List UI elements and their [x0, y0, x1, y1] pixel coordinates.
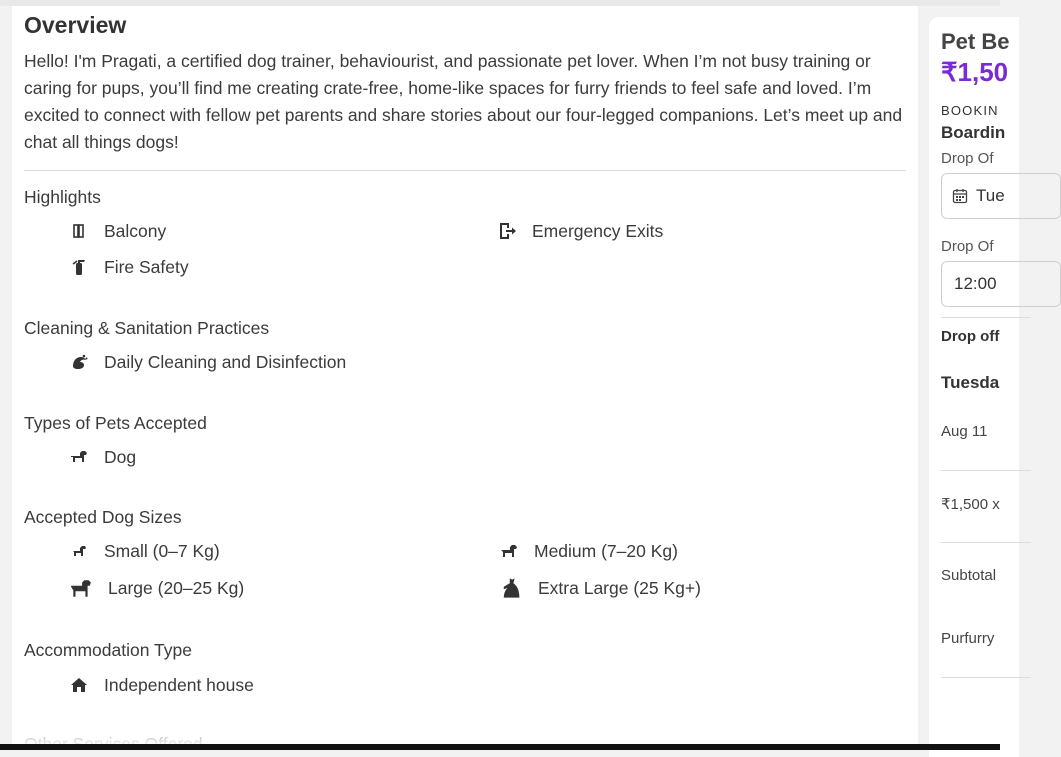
highlight-balcony [68, 220, 166, 242]
scroll-fade [12, 706, 918, 746]
large-dog-icon [68, 577, 94, 599]
booking-divider [941, 470, 1031, 471]
drop-off-date: Aug 11 [941, 423, 988, 440]
medium-dog-icon [498, 540, 520, 562]
section-divider [24, 170, 906, 171]
sizes-title: Accepted Dog Sizes [24, 507, 182, 527]
cleaning-item [68, 351, 346, 373]
highlight-label: Balcony [104, 220, 167, 241]
booking-service-title: Pet Be [941, 29, 1010, 54]
drop-off-time-label: Drop Of [941, 238, 994, 255]
rate-line: ₹1,500 x [941, 496, 1000, 513]
booking-divider [941, 677, 1031, 678]
size-extra-large [498, 577, 701, 599]
drop-off-summary: Drop off [941, 328, 1000, 345]
overview-title: Overview [24, 12, 127, 38]
dog-icon [68, 446, 90, 468]
service-fee-label: Purfurry [941, 630, 995, 647]
drop-off-time-field[interactable] [941, 261, 1061, 307]
booking-label: BOOKIN [941, 103, 999, 118]
size-label: Medium (7–20 Kg) [534, 540, 678, 561]
highlight-fire-safety [68, 256, 189, 278]
size-label: Large (20–25 Kg) [108, 577, 245, 598]
accommodation-label: Independent house [104, 674, 254, 695]
size-medium [498, 540, 678, 562]
drop-off-time-value: 12:00 [954, 274, 997, 293]
booking-price: ₹1,50 [941, 57, 1009, 87]
size-label: Small (0–7 Kg) [104, 540, 220, 561]
listing-details-panel [12, 6, 918, 746]
bottom-bar [0, 744, 1000, 750]
booking-divider [941, 317, 1031, 318]
highlight-label: Emergency Exits [532, 220, 664, 241]
highlight-label: Fire Safety [104, 256, 189, 277]
calendar-icon [952, 188, 968, 204]
pet-type-label: Dog [104, 446, 137, 467]
drop-off-date-label: Drop Of [941, 150, 994, 167]
pets-title: Types of Pets Accepted [24, 413, 207, 433]
pet-type-item [68, 446, 136, 468]
accommodation-item [68, 674, 254, 696]
booking-card [929, 17, 1019, 757]
cleaning-title: Cleaning & Sanitation Practices [24, 318, 270, 338]
host-bio: Hello! I'm Pragati, a certified dog trainer, behaviourist, and passionate pet lover. When I’m not busy training or caring for pups, you’ll find me creating crate-free, home-like spaces for furry friends to feel safe and loved. I’m excited to connect with fellow pet parents and share stories about our four-legged companions. Let’s meet up and chat all things dogs! [24, 51, 903, 152]
emergency-exit-icon [496, 220, 518, 242]
house-icon [68, 674, 90, 696]
cleaning-icon [68, 351, 90, 373]
balcony-icon [68, 220, 90, 242]
size-small [68, 540, 220, 562]
highlights-title: Highlights [24, 187, 101, 207]
extra-large-dog-icon [498, 577, 524, 599]
highlight-emergency-exits [496, 220, 663, 242]
cleaning-label: Daily Cleaning and Disinfection [104, 351, 347, 372]
accommodation-title: Accommodation Type [24, 640, 192, 660]
size-label: Extra Large (25 Kg+) [538, 577, 701, 598]
drop-off-day: Tuesda [941, 373, 1000, 392]
booking-divider [941, 542, 1031, 543]
subtotal-label: Subtotal [941, 567, 997, 584]
fire-extinguisher-icon [68, 256, 90, 278]
booking-type[interactable]: Boardin [941, 123, 1006, 142]
size-large [68, 577, 244, 599]
drop-off-date-field[interactable] [941, 173, 1061, 219]
small-dog-icon [68, 540, 90, 562]
drop-off-date-value: Tue [976, 186, 1005, 205]
